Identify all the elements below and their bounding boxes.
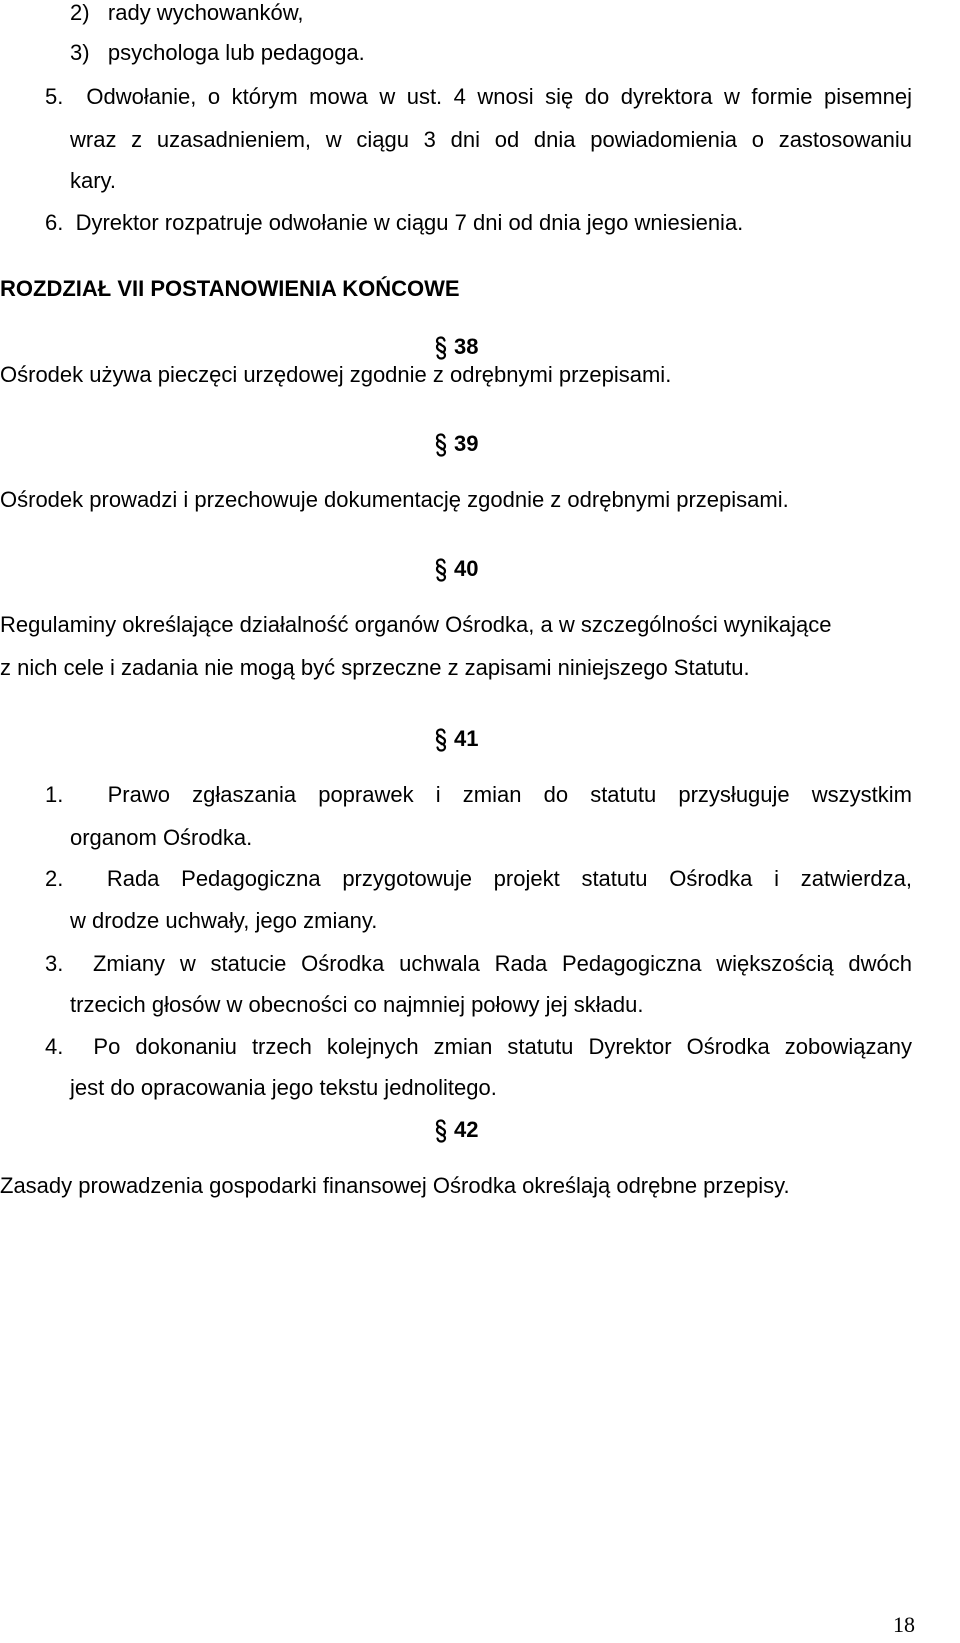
list-item-3: 3) psychologa lub pedagoga.: [70, 40, 365, 65]
section-40-line-2: z nich cele i zadania nie mogą być sprzeczne z zapisami niniejszego Statutu.: [0, 655, 750, 680]
point-5-line-3: kary.: [70, 168, 117, 193]
point-5-line-2: wraz z uzasadnieniem, w ciągu 3 dni od dnia powiadomienia o zastosowaniu: [70, 127, 912, 152]
section-41-item-1-line-2: organom Ośrodka.: [70, 825, 253, 850]
section-41-item-3-line-1: 3. Zmiany w statucie Ośrodka uchwala Rada Pedagogiczna większością dwóch: [45, 951, 912, 976]
point-6: 6. Dyrektor rozpatruje odwołanie w ciągu 7 dni od dnia jego wniesienia.: [45, 210, 744, 235]
section-38-heading: [434, 334, 478, 360]
section-41-item-3-line-2: trzecich głosów w obecności co najmniej połowy jej składu.: [70, 992, 644, 1017]
section-sign-icon: [434, 431, 450, 457]
section-42-text: Zasady prowadzenia gospodarki finansowej Ośrodka określają odrębne przepisy.: [0, 1173, 790, 1198]
chapter-heading: ROZDZIAŁ VII POSTANOWIENIA KOŃCOWE: [0, 276, 460, 301]
section-42-heading: [434, 1117, 478, 1143]
list-item-2: 2) rady wychowanków,: [70, 0, 304, 25]
section-40-line-1: Regulaminy określające działalność organów Ośrodka, a w szczególności wynikające: [0, 612, 832, 637]
section-40-number: 40: [454, 556, 479, 581]
section-41-heading: [434, 726, 478, 752]
section-38-text: Ośrodek używa pieczęci urzędowej zgodnie z odrębnymi przepisami.: [0, 362, 672, 387]
point-5-line-1: 5. Odwołanie, o którym mowa w ust. 4 wnosi się do dyrektora w formie pisemnej: [45, 84, 912, 109]
section-41-item-4-line-2: jest do opracowania jego tekstu jednolitego.: [70, 1075, 497, 1100]
section-41-number: 41: [454, 726, 479, 751]
section-39-text: Ośrodek prowadzi i przechowuje dokumentację zgodnie z odrębnymi przepisami.: [0, 487, 789, 512]
section-42-number: 42: [454, 1117, 479, 1142]
section-40-heading: [434, 556, 478, 582]
section-41-item-2-line-1: 2. Rada Pedagogiczna przygotowuje projekt statutu Ośrodka i zatwierdza,: [45, 866, 912, 891]
section-41-item-2-line-2: w drodze uchwały, jego zmiany.: [70, 908, 378, 933]
section-39-heading: [434, 431, 478, 457]
section-sign-icon: [434, 1117, 450, 1143]
section-41-item-1-line-1: 1. Prawo zgłaszania poprawek i zmian do statutu przysługuje wszystkim: [45, 782, 912, 807]
section-sign-icon: [434, 726, 450, 752]
section-38-number: 38: [454, 334, 479, 359]
section-sign-icon: [434, 556, 450, 582]
section-41-item-4-line-1: 4. Po dokonaniu trzech kolejnych zmian statutu Dyrektor Ośrodka zobowiązany: [45, 1034, 912, 1059]
page-number: 18: [893, 1612, 915, 1637]
section-sign-icon: [434, 334, 450, 360]
section-39-number: 39: [454, 431, 479, 456]
